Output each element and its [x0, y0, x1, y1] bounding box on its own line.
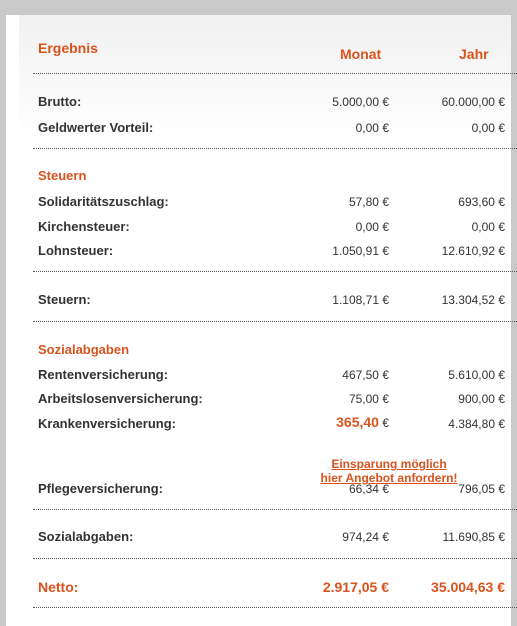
- health-year-value: 4.384,80 €: [448, 417, 505, 431]
- result-card: [19, 15, 511, 626]
- benefit-label: Geldwerter Vorteil:: [38, 120, 154, 135]
- gross-month-value: 5.000,00 €: [332, 95, 389, 109]
- net-year-value: 35.004,63 €: [431, 579, 505, 595]
- church-tax-label: Kirchensteuer:: [38, 219, 130, 234]
- health-label: Krankenversicherung:: [38, 416, 176, 431]
- pension-year-value: 5.610,00 €: [448, 368, 505, 382]
- care-label: Pflegeversicherung:: [38, 481, 163, 496]
- taxes-total-month-value: 1.108,71 €: [332, 293, 389, 307]
- pension-label: Rentenversicherung:: [38, 367, 169, 382]
- care-month-value: 66,34 €: [348, 482, 389, 496]
- net-label: Netto:: [38, 579, 79, 595]
- offer-line-2: hier Angebot anfordern!: [320, 471, 458, 485]
- offer-line-1: Einsparung möglich: [331, 457, 447, 471]
- benefit-month-value: 0,00 €: [355, 121, 389, 135]
- taxes-section-title: Steuern: [38, 168, 87, 183]
- unemployment-month-value: 75,00 €: [348, 392, 389, 406]
- social-total-year-value: 11.690,85 €: [442, 530, 505, 544]
- social-total-label: Sozialabgaben:: [38, 529, 134, 544]
- solidarity-year-value: 693,60 €: [458, 195, 505, 209]
- column-header-year: Jahr: [459, 46, 489, 62]
- divider: [33, 271, 517, 272]
- health-insurance-offer-link[interactable]: [309, 457, 469, 485]
- unemployment-label: Arbeitslosenversicherung:: [38, 391, 203, 406]
- health-month-value: [336, 414, 389, 431]
- social-section-title: Sozialabgaben: [38, 342, 130, 357]
- taxes-total-label: Steuern:: [38, 292, 91, 307]
- benefit-year-value: 0,00 €: [471, 121, 505, 135]
- divider: [33, 321, 517, 322]
- divider: [33, 509, 517, 510]
- care-year-value: 796,05 €: [458, 482, 505, 496]
- taxes-total-year-value: 13.304,52 €: [441, 293, 505, 307]
- divider: [33, 73, 517, 74]
- column-header-month: Monat: [340, 46, 382, 62]
- gross-label: Brutto:: [38, 94, 82, 109]
- income-tax-month-value: 1.050,91 €: [332, 244, 389, 258]
- solidarity-label: Solidaritätszuschlag:: [38, 194, 169, 209]
- result-panel-frame: [6, 0, 511, 626]
- pension-month-value: 467,50 €: [342, 368, 389, 382]
- divider: [33, 148, 517, 149]
- top-bar: [6, 0, 511, 15]
- health-month-currency: €: [382, 416, 389, 430]
- unemployment-year-value: 900,00 €: [458, 392, 505, 406]
- divider: [33, 607, 517, 608]
- income-tax-label: Lohnsteuer:: [38, 243, 114, 258]
- church-tax-month-value: 0,00 €: [355, 220, 389, 234]
- divider: [33, 558, 517, 559]
- health-month-amount: 365,40: [336, 414, 379, 430]
- church-tax-year-value: 0,00 €: [471, 220, 505, 234]
- result-title: Ergebnis: [38, 40, 98, 56]
- income-tax-year-value: 12.610,92 €: [441, 244, 505, 258]
- social-total-month-value: 974,24 €: [342, 530, 389, 544]
- gross-year-value: 60.000,00 €: [441, 95, 505, 109]
- solidarity-month-value: 57,80 €: [348, 195, 389, 209]
- net-month-value: 2.917,05 €: [322, 579, 389, 595]
